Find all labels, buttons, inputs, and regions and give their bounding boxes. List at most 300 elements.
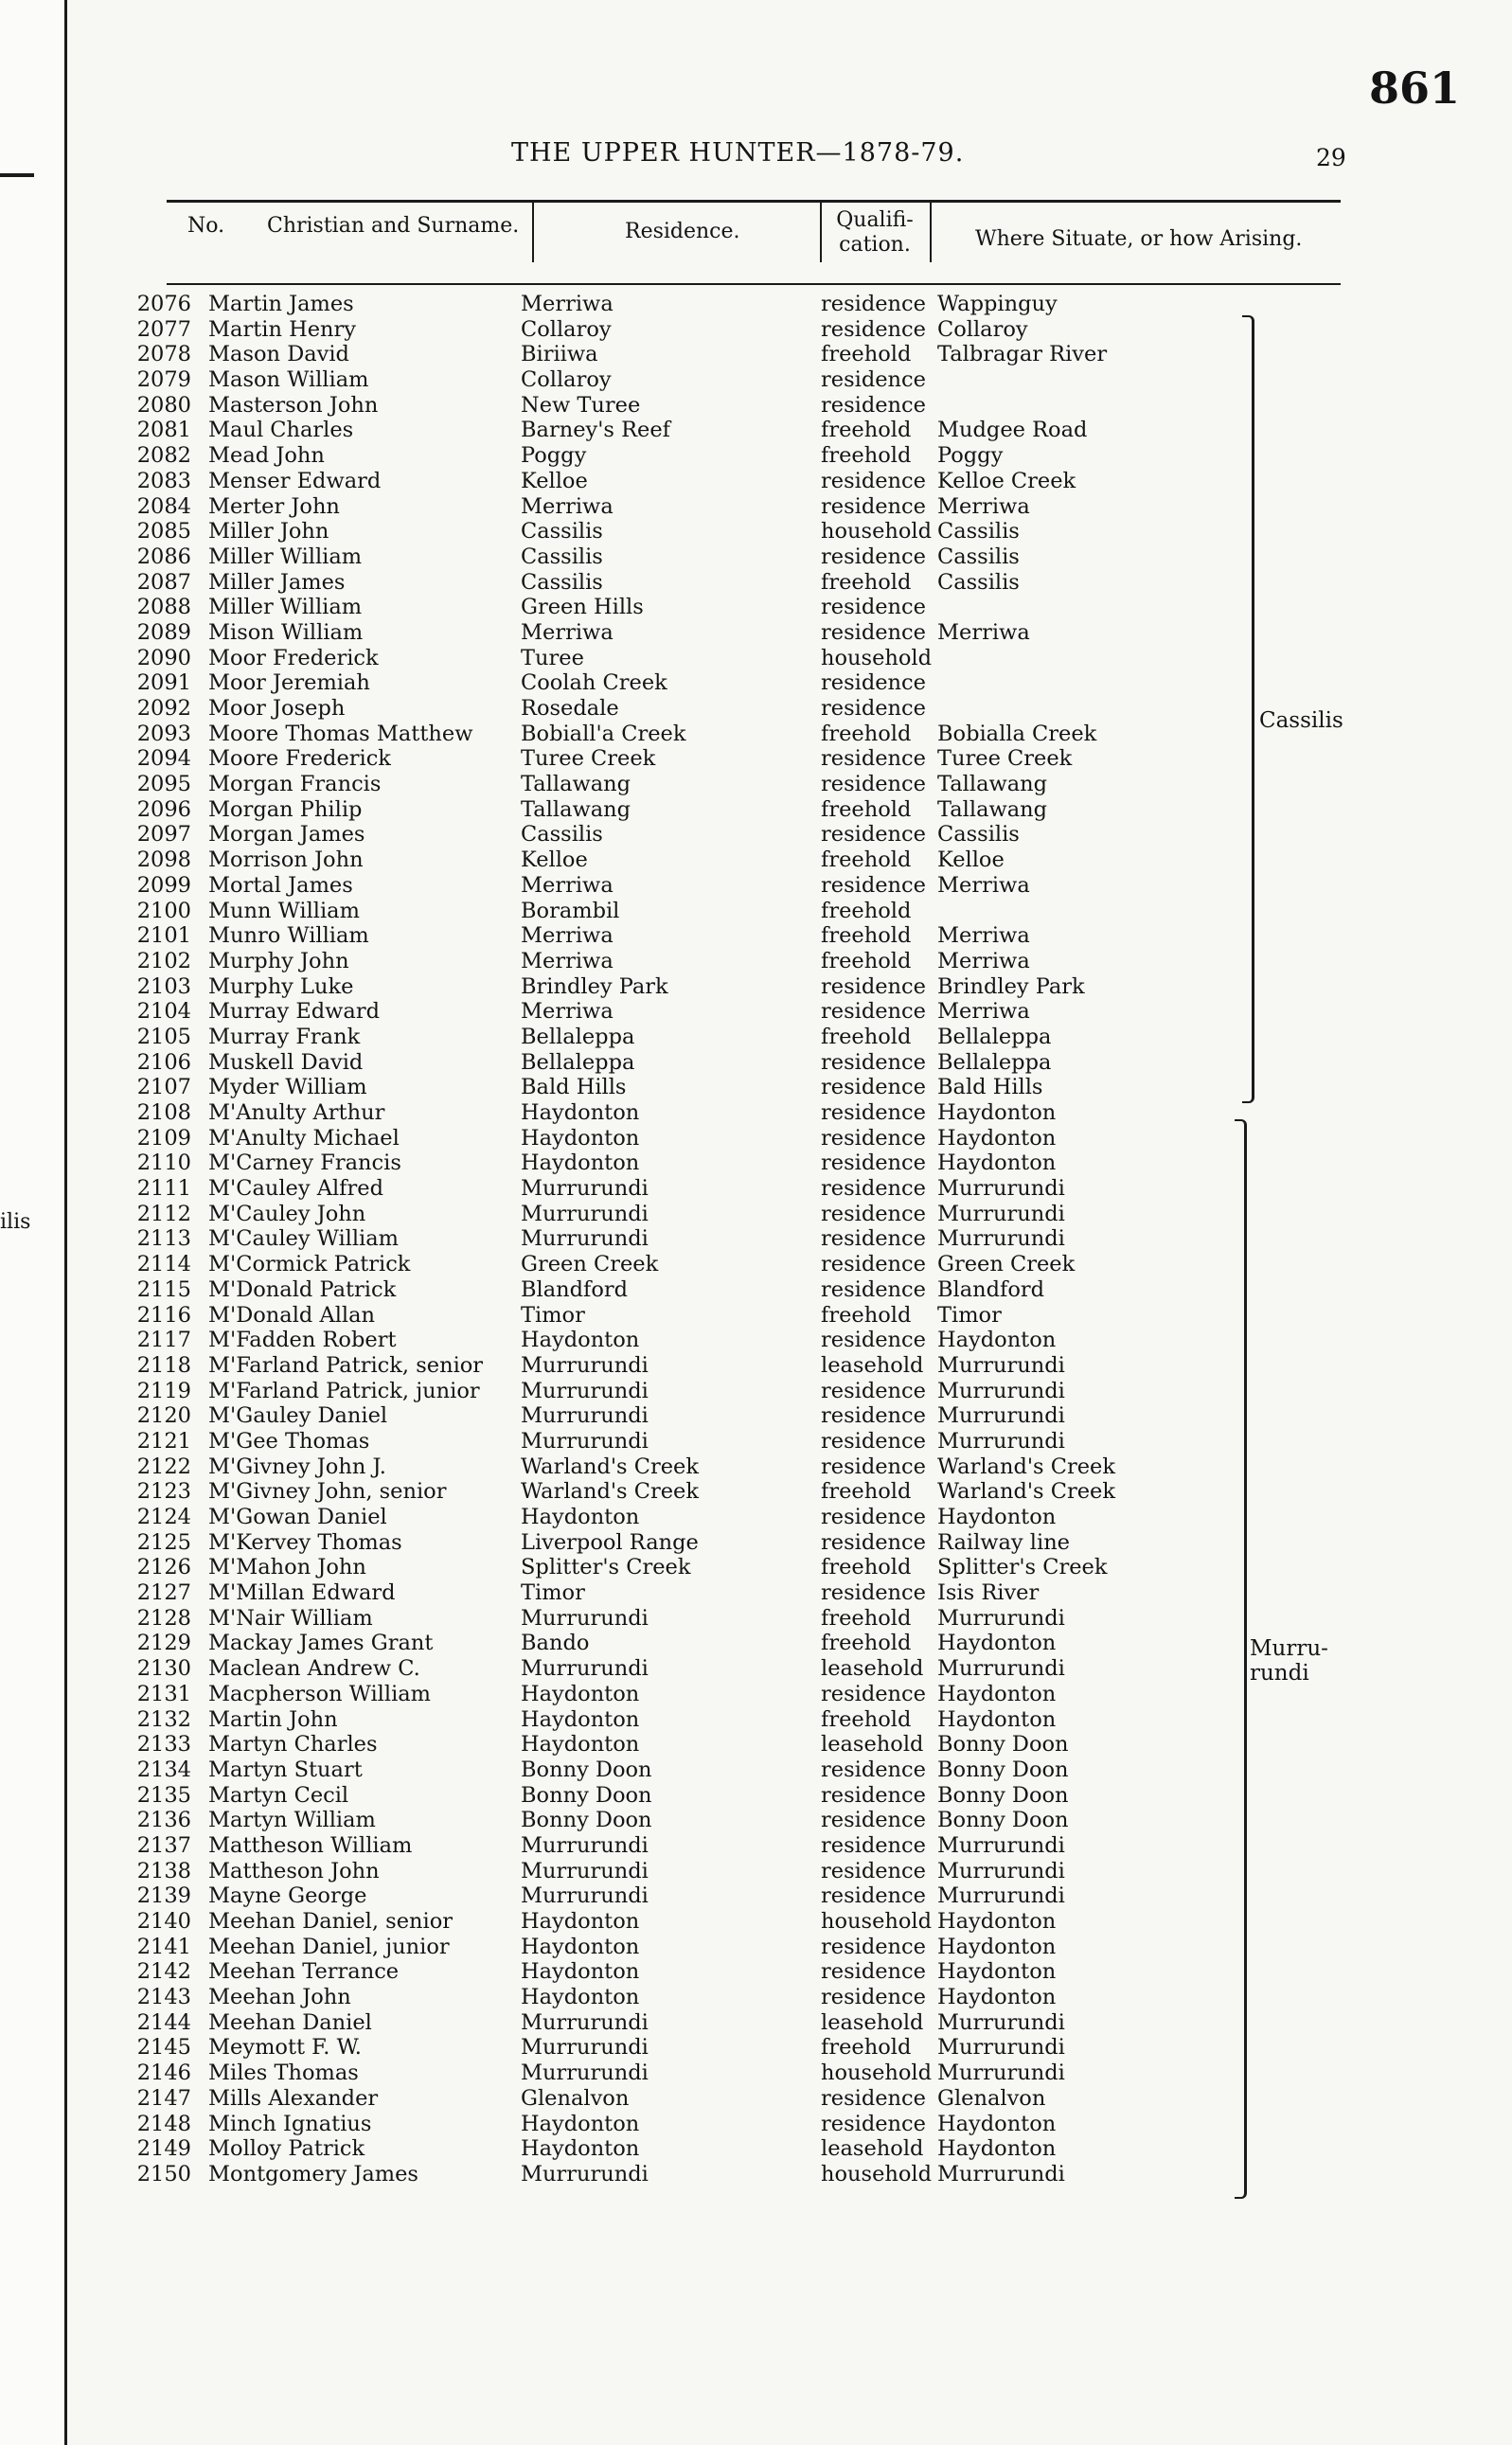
cell-qualification: residence xyxy=(821,1454,926,1479)
cell-number: 2107 xyxy=(136,1075,191,1100)
cell-number: 2115 xyxy=(136,1276,191,1302)
header-no: No. xyxy=(187,214,225,238)
cell-name: Moor Frederick xyxy=(208,645,379,670)
table-row xyxy=(133,494,1250,520)
cell-qualification: freehold xyxy=(821,342,912,367)
cell-qualification: residence xyxy=(821,468,926,493)
cell-number: 2138 xyxy=(136,1858,191,1883)
cell-qualification: residence xyxy=(821,316,926,342)
cell-qualification: residence xyxy=(821,392,926,418)
cell-qualification: residence xyxy=(821,292,926,316)
cell-where-situate: Bellaleppa xyxy=(937,1024,1052,1049)
cell-residence: Liverpool Range xyxy=(521,1529,699,1555)
cell-name: Meymott F. W. xyxy=(208,2035,362,2061)
cell-qualification: residence xyxy=(821,1252,926,1277)
cell-residence: Green Hills xyxy=(521,595,644,620)
cell-qualification: residence xyxy=(821,670,926,696)
cell-qualification: residence xyxy=(821,822,926,848)
table-row xyxy=(133,1859,1250,1884)
header-residence: Residence. xyxy=(625,220,740,243)
table-row xyxy=(133,822,1250,848)
cell-name: M'Farland Patrick, junior xyxy=(208,1378,480,1403)
cell-number: 2084 xyxy=(136,493,191,519)
cell-number: 2137 xyxy=(136,1832,191,1858)
cell-name: Miller William xyxy=(208,544,363,569)
cell-qualification: residence xyxy=(821,1403,926,1429)
running-head: THE UPPER HUNTER—1878-79. xyxy=(511,138,965,168)
cell-number: 2130 xyxy=(136,1656,191,1682)
cell-where-situate: Bonny Doon xyxy=(937,1782,1069,1808)
cell-residence: Bellaleppa xyxy=(521,1024,635,1049)
cell-where-situate: Murrurundi xyxy=(937,1428,1065,1454)
table-row xyxy=(133,1353,1250,1379)
cell-residence: Haydonton xyxy=(521,1681,640,1706)
cell-qualification: leasehold xyxy=(821,1732,924,1758)
cell-name: Miller William xyxy=(208,595,363,620)
cell-number: 2082 xyxy=(136,443,191,469)
cell-name: Merter John xyxy=(208,493,340,519)
table-row xyxy=(133,1833,1250,1859)
cell-qualification: freehold xyxy=(821,1302,912,1328)
cell-qualification: leasehold xyxy=(821,2009,924,2035)
cell-number: 2128 xyxy=(136,1605,191,1631)
cell-number: 2124 xyxy=(136,1505,191,1529)
cell-name: Mead John xyxy=(208,443,325,469)
cell-residence: Tallawang xyxy=(521,796,631,822)
cell-name: Mason David xyxy=(208,342,349,367)
cell-number: 2095 xyxy=(136,772,191,797)
cell-where-situate: Wappinguy xyxy=(937,292,1058,316)
cell-number: 2092 xyxy=(136,696,191,721)
cell-qualification: residence xyxy=(821,973,926,999)
table-row xyxy=(133,1959,1250,1985)
cell-name: Montgomery James xyxy=(208,2161,418,2186)
cell-residence: Merriwa xyxy=(521,872,614,898)
cell-where-situate: Murrurundi xyxy=(937,1378,1065,1403)
cell-qualification: residence xyxy=(821,1883,926,1909)
cell-residence: Coolah Creek xyxy=(521,670,667,696)
cell-name: M'Farland Patrick, senior xyxy=(208,1352,484,1378)
cell-qualification: residence xyxy=(821,1125,926,1151)
cell-number: 2101 xyxy=(136,923,191,949)
cell-number: 2111 xyxy=(136,1176,191,1202)
cell-residence: Bonny Doon xyxy=(521,1757,652,1782)
cell-number: 2144 xyxy=(136,2009,191,2035)
cell-where-situate: Isis River xyxy=(937,1580,1040,1606)
table-row xyxy=(133,999,1250,1025)
cell-qualification: residence xyxy=(821,1151,926,1176)
cell-number: 2106 xyxy=(136,1049,191,1075)
cell-name: M'Givney John J. xyxy=(208,1454,386,1479)
cell-qualification: freehold xyxy=(821,1605,912,1631)
table-row xyxy=(133,923,1250,949)
cell-qualification: freehold xyxy=(821,848,912,873)
cell-qualification: residence xyxy=(821,1276,926,1302)
cell-number: 2145 xyxy=(136,2035,191,2061)
cell-name: M'Donald Patrick xyxy=(208,1276,397,1302)
left-margin xyxy=(0,0,66,2445)
cell-where-situate: Poggy xyxy=(937,443,1004,469)
table-row xyxy=(133,746,1250,772)
cell-residence: Turee Creek xyxy=(521,746,656,772)
cell-where-situate: Murrurundi xyxy=(937,1858,1065,1883)
table-row xyxy=(133,1606,1250,1632)
cell-residence: Green Creek xyxy=(521,1252,659,1277)
cell-number: 2143 xyxy=(136,1985,191,2010)
table-row xyxy=(133,1151,1250,1176)
cell-number: 2132 xyxy=(136,1706,191,1732)
cell-number: 2090 xyxy=(136,645,191,670)
cell-name: M'Cauley William xyxy=(208,1226,399,1252)
cell-qualification: residence xyxy=(821,619,926,645)
table-row xyxy=(133,1935,1250,1960)
cell-residence: Merriwa xyxy=(521,493,614,519)
cell-qualification: residence xyxy=(821,1934,926,1959)
cell-number: 2088 xyxy=(136,595,191,620)
cell-residence: Merriwa xyxy=(521,292,614,316)
cell-residence: Murrurundi xyxy=(521,1883,649,1909)
cell-name: Murray Edward xyxy=(208,999,380,1025)
cell-qualification: residence xyxy=(821,595,926,620)
cell-number: 2091 xyxy=(136,670,191,696)
cell-name: M'Kervey Thomas xyxy=(208,1529,402,1555)
cell-where-situate: Bonny Doon xyxy=(937,1808,1069,1833)
cell-name: M'Cormick Patrick xyxy=(208,1252,411,1277)
table-row xyxy=(133,317,1250,343)
cell-name: M'Gowan Daniel xyxy=(208,1505,387,1529)
cell-number: 2081 xyxy=(136,418,191,443)
cell-number: 2149 xyxy=(136,2136,191,2162)
cell-qualification: freehold xyxy=(821,1631,912,1656)
cell-where-situate: Merriwa xyxy=(937,948,1030,973)
cell-where-situate: Railway line xyxy=(937,1529,1070,1555)
table-row xyxy=(133,1429,1250,1455)
cell-qualification: residence xyxy=(821,1100,926,1125)
cell-number: 2094 xyxy=(136,746,191,772)
cell-qualification: residence xyxy=(821,2111,926,2136)
column-divider xyxy=(532,200,534,262)
cell-where-situate: Green Creek xyxy=(937,1252,1076,1277)
cell-residence: Cassilis xyxy=(521,569,603,595)
cell-where-situate: Warland's Creek xyxy=(937,1454,1115,1479)
table-row xyxy=(133,1631,1250,1656)
cell-residence: Bonny Doon xyxy=(521,1808,652,1833)
cell-qualification: freehold xyxy=(821,796,912,822)
cell-name: Moor Jeremiah xyxy=(208,670,370,696)
cell-residence: Murrurundi xyxy=(521,1832,649,1858)
cell-residence: Warland's Creek xyxy=(521,1479,699,1505)
table-row xyxy=(133,1682,1250,1707)
table-row xyxy=(133,696,1250,722)
cell-name: Meehan Terrance xyxy=(208,1959,400,1985)
cell-residence: Murrurundi xyxy=(521,1176,649,1202)
cell-where-situate: Murrurundi xyxy=(937,2061,1065,2086)
table-row xyxy=(133,1555,1250,1580)
cassilis-bracket xyxy=(1242,315,1254,1103)
cell-name: Miller John xyxy=(208,519,329,544)
margin-dash xyxy=(0,173,34,177)
table-row xyxy=(133,443,1250,469)
cell-name: Murray Frank xyxy=(208,1024,361,1049)
cell-where-situate: Mudgee Road xyxy=(937,418,1088,443)
cell-qualification: freehold xyxy=(821,569,912,595)
cell-number: 2078 xyxy=(136,342,191,367)
cell-where-situate: Tallawang xyxy=(937,772,1048,797)
cell-name: Muskell David xyxy=(208,1049,364,1075)
cell-name: M'Donald Allan xyxy=(208,1302,376,1328)
table-row xyxy=(133,1580,1250,1606)
cell-qualification: leasehold xyxy=(821,1352,924,1378)
cell-residence: Haydonton xyxy=(521,2136,640,2162)
cell-residence: Merriwa xyxy=(521,619,614,645)
cell-residence: Haydonton xyxy=(521,1985,640,2010)
cell-number: 2083 xyxy=(136,468,191,493)
cell-where-situate: Murrurundi xyxy=(937,1403,1065,1429)
cell-number: 2133 xyxy=(136,1732,191,1758)
cell-qualification: residence xyxy=(821,1858,926,1883)
cell-where-situate: Murrurundi xyxy=(937,1352,1065,1378)
cell-name: M'Nair William xyxy=(208,1605,373,1631)
cell-residence: Murrurundi xyxy=(521,1858,649,1883)
cell-qualification: residence xyxy=(821,1985,926,2010)
cell-residence: Collaroy xyxy=(521,316,612,342)
cell-residence: Murrurundi xyxy=(521,2061,649,2086)
cell-residence: Blandford xyxy=(521,1276,629,1302)
cell-name: M'Givney John, senior xyxy=(208,1479,447,1505)
table-row xyxy=(133,2035,1250,2061)
table-row xyxy=(133,1707,1250,1733)
table-row xyxy=(133,2136,1250,2162)
cell-number: 2121 xyxy=(136,1428,191,1454)
cell-name: Mattheson John xyxy=(208,1858,380,1883)
table-row xyxy=(133,2112,1250,2137)
cell-number: 2135 xyxy=(136,1782,191,1808)
cell-where-situate: Glenalvon xyxy=(937,2085,1046,2111)
cell-residence: Haydonton xyxy=(521,1706,640,1732)
cell-name: Martyn William xyxy=(208,1808,376,1833)
page-edge-rule xyxy=(64,0,67,2445)
cell-name: Martin Henry xyxy=(208,316,356,342)
cell-number: 2086 xyxy=(136,544,191,569)
cell-residence: Bobiall'a Creek xyxy=(521,721,686,746)
cell-residence: Cassilis xyxy=(521,822,603,848)
table-row xyxy=(133,1758,1250,1783)
table-row xyxy=(133,1277,1250,1303)
cell-name: Maclean Andrew C. xyxy=(208,1656,420,1682)
cell-name: M'Fadden Robert xyxy=(208,1328,397,1353)
cell-where-situate: Timor xyxy=(937,1302,1002,1328)
cell-name: Minch Ignatius xyxy=(208,2111,372,2136)
table-row xyxy=(133,469,1250,494)
cell-residence: Murrurundi xyxy=(521,1378,649,1403)
cell-where-situate: Murrurundi xyxy=(937,1656,1065,1682)
cell-where-situate: Cassilis xyxy=(937,544,1020,569)
cell-number: 2099 xyxy=(136,872,191,898)
table-row xyxy=(133,1226,1250,1252)
cell-number: 2100 xyxy=(136,898,191,923)
table-row xyxy=(133,1783,1250,1809)
cell-name: Mortal James xyxy=(208,872,353,898)
cell-qualification: residence xyxy=(821,367,926,393)
table-row xyxy=(133,1202,1250,1227)
cell-name: Morgan Francis xyxy=(208,772,382,797)
cell-qualification: residence xyxy=(821,493,926,519)
table-row xyxy=(133,722,1250,747)
cell-number: 2140 xyxy=(136,1909,191,1934)
table-row xyxy=(133,974,1250,1000)
cell-residence: Murrurundi xyxy=(521,1352,649,1378)
table-row xyxy=(133,1100,1250,1126)
cell-number: 2113 xyxy=(136,1226,191,1252)
cell-name: Meehan Daniel, junior xyxy=(208,1934,450,1959)
table-row xyxy=(133,595,1250,620)
cell-number: 2120 xyxy=(136,1403,191,1429)
cell-where-situate: Talbragar River xyxy=(937,342,1108,367)
table-row xyxy=(133,393,1250,419)
table-row xyxy=(133,848,1250,873)
table-row xyxy=(133,570,1250,596)
table-row xyxy=(133,2086,1250,2112)
cell-where-situate: Haydonton xyxy=(937,1959,1057,1985)
cell-residence: Poggy xyxy=(521,443,587,469)
cell-number: 2108 xyxy=(136,1100,191,1125)
cell-where-situate: Haydonton xyxy=(937,1505,1057,1529)
cell-residence: Tallawang xyxy=(521,772,631,797)
table-row xyxy=(133,1126,1250,1151)
table-row xyxy=(133,1808,1250,1833)
column-divider xyxy=(820,200,822,262)
cell-residence: Murrurundi xyxy=(521,2009,649,2035)
cell-where-situate: Kelloe Creek xyxy=(937,468,1076,493)
cell-where-situate: Turee Creek xyxy=(937,746,1073,772)
cell-name: Mackay James Grant xyxy=(208,1631,434,1656)
cell-number: 2103 xyxy=(136,973,191,999)
cell-number: 2150 xyxy=(136,2161,191,2186)
cell-where-situate: Bobialla Creek xyxy=(937,721,1097,746)
cell-where-situate: Haydonton xyxy=(937,1909,1057,1934)
cell-residence: Bando xyxy=(521,1631,590,1656)
cell-where-situate: Cassilis xyxy=(937,569,1020,595)
cell-number: 2146 xyxy=(136,2061,191,2086)
cell-where-situate: Haydonton xyxy=(937,1681,1057,1706)
header-qualification: Qualifi- cation. xyxy=(836,208,914,257)
table-row xyxy=(133,2010,1250,2036)
cell-where-situate: Bald Hills xyxy=(937,1075,1043,1100)
cell-name: Morrison John xyxy=(208,848,364,873)
cell-number: 2131 xyxy=(136,1681,191,1706)
cell-residence: Murrurundi xyxy=(521,1403,649,1429)
cell-number: 2123 xyxy=(136,1479,191,1505)
table-row xyxy=(133,1403,1250,1429)
cell-number: 2119 xyxy=(136,1378,191,1403)
cell-qualification: residence xyxy=(821,1328,926,1353)
table-row xyxy=(133,1176,1250,1202)
cell-where-situate: Brindley Park xyxy=(937,973,1085,999)
cell-name: Miles Thomas xyxy=(208,2061,359,2086)
cell-residence: Cassilis xyxy=(521,544,603,569)
cell-name: Mayne George xyxy=(208,1883,367,1909)
table-row xyxy=(133,519,1250,544)
cell-residence: Haydonton xyxy=(521,1151,640,1176)
cell-number: 2109 xyxy=(136,1125,191,1151)
cell-number: 2122 xyxy=(136,1454,191,1479)
cell-where-situate: Murrurundi xyxy=(937,2009,1065,2035)
cell-where-situate: Cassilis xyxy=(937,519,1020,544)
cell-number: 2076 xyxy=(136,292,191,316)
cell-qualification: freehold xyxy=(821,923,912,949)
cell-qualification: leasehold xyxy=(821,2136,924,2162)
cell-qualification: freehold xyxy=(821,721,912,746)
cell-qualification: leasehold xyxy=(821,1656,924,1682)
cell-where-situate: Haydonton xyxy=(937,1934,1057,1959)
cell-qualification: residence xyxy=(821,999,926,1025)
cell-name: M'Gauley Daniel xyxy=(208,1403,388,1429)
table-row xyxy=(133,2162,1250,2187)
cell-qualification: freehold xyxy=(821,1706,912,1732)
cell-residence: Murrurundi xyxy=(521,1656,649,1682)
cell-qualification: household xyxy=(821,519,933,544)
cell-residence: Timor xyxy=(521,1302,585,1328)
cell-name: Murphy Luke xyxy=(208,973,354,999)
cell-qualification: freehold xyxy=(821,443,912,469)
cell-number: 2093 xyxy=(136,721,191,746)
cell-where-situate: Bonny Doon xyxy=(937,1732,1069,1758)
cell-residence: Rosedale xyxy=(521,696,619,721)
cell-residence: Bald Hills xyxy=(521,1075,627,1100)
cell-number: 2105 xyxy=(136,1024,191,1049)
cell-qualification: freehold xyxy=(821,898,912,923)
cell-name: M'Carney Francis xyxy=(208,1151,401,1176)
table-row xyxy=(133,1883,1250,1909)
cell-where-situate: Merriwa xyxy=(937,999,1030,1025)
cell-number: 2125 xyxy=(136,1529,191,1555)
table-row xyxy=(133,544,1250,570)
cell-name: Mattheson William xyxy=(208,1832,413,1858)
cell-where-situate: Murrurundi xyxy=(937,1832,1065,1858)
cell-name: Meehan Daniel xyxy=(208,2009,372,2035)
cell-residence: New Turee xyxy=(521,392,641,418)
cell-residence: Haydonton xyxy=(521,1909,640,1934)
cell-name: Meehan Daniel, senior xyxy=(208,1909,454,1934)
group-label-murrurundi: Murru- rundi xyxy=(1250,1636,1328,1686)
cell-residence: Cassilis xyxy=(521,519,603,544)
cell-name: Miller James xyxy=(208,569,346,595)
cell-where-situate: Haydonton xyxy=(937,1328,1057,1353)
cell-where-situate: Bellaleppa xyxy=(937,1049,1052,1075)
table-row xyxy=(133,1505,1250,1530)
cell-name: Mison William xyxy=(208,619,364,645)
cell-where-situate: Haydonton xyxy=(937,1151,1057,1176)
cell-qualification: household xyxy=(821,2061,933,2086)
cell-qualification: household xyxy=(821,645,933,670)
cell-qualification: residence xyxy=(821,1226,926,1252)
cell-residence: Splitter's Creek xyxy=(521,1555,691,1580)
cell-where-situate: Murrurundi xyxy=(937,1176,1065,1202)
cell-residence: Haydonton xyxy=(521,1934,640,1959)
table-row xyxy=(133,1252,1250,1277)
cell-qualification: freehold xyxy=(821,2035,912,2061)
table-row xyxy=(133,797,1250,823)
cell-residence: Haydonton xyxy=(521,2111,640,2136)
cell-qualification: freehold xyxy=(821,1479,912,1505)
cell-name: Menser Edward xyxy=(208,468,382,493)
cell-name: Murphy John xyxy=(208,948,349,973)
cell-where-situate: Murrurundi xyxy=(937,1226,1065,1252)
cell-where-situate: Blandford xyxy=(937,1276,1045,1302)
table-row xyxy=(133,1732,1250,1758)
table-row xyxy=(133,1379,1250,1404)
cell-qualification: freehold xyxy=(821,1024,912,1049)
